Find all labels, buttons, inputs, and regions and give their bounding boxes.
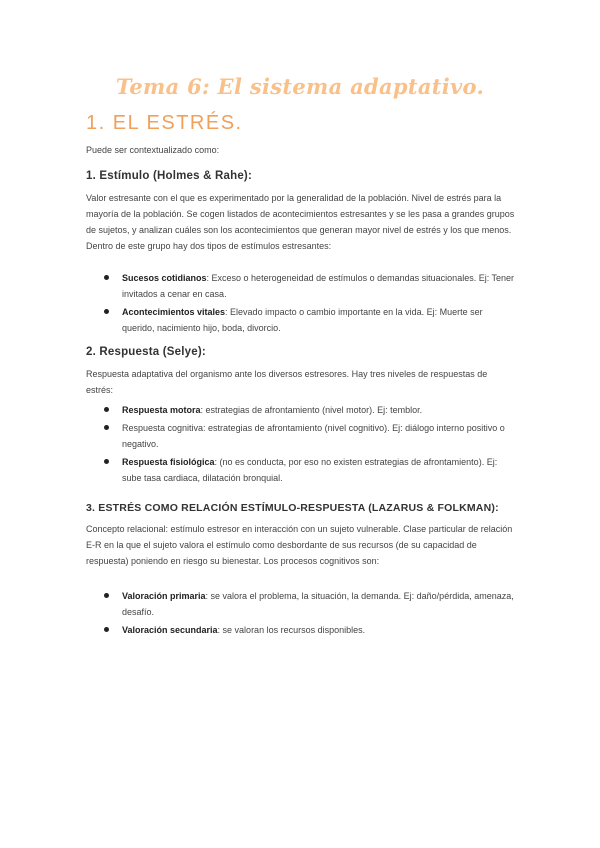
- subheading-estimulo: 1. Estímulo (Holmes & Rahe):: [86, 170, 252, 182]
- bullet-icon: [104, 407, 109, 412]
- list-item: Sucesos cotidianos: Exceso o heterogeneidad de estímulos o demandas situacionales. Ej: Tener invitados a cenar en casa.: [104, 270, 516, 302]
- paragraph-estimulo: Valor estresante con el que es experimentado por la generalidad de la población. Nivel de estrés para la mayoría de la población. Se cogen listados de acontecimientos estresantes y se les pasa a grandes grupos de sujetos, y analizan cuáles son los acontecimientos que generan mayor nivel de estrés y los que menos. Dentro de este grupo hay dos tipos de estímulos estresantes:: [86, 193, 515, 251]
- bullet-icon: [104, 593, 109, 598]
- bullet-icon: [104, 275, 109, 280]
- section-intro: Puede ser contextualizado como:: [86, 145, 220, 155]
- list-estimulo: [104, 270, 516, 338]
- subheading-respuesta: 2. Respuesta (Selye):: [86, 346, 206, 358]
- bullet-icon: [104, 627, 109, 632]
- bullet-icon: [104, 425, 109, 430]
- subheading-relacion: 3. ESTRÉS COMO RELACIÓN ESTÍMULO-RESPUESTA (LAZARUS & FOLKMAN):: [86, 502, 499, 514]
- bullet-icon: [104, 459, 109, 464]
- paragraph-respuesta: Respuesta adaptativa del organismo ante los diversos estresores. Hay tres niveles de respuestas de estrés:: [86, 369, 488, 395]
- list-item: Acontecimientos vitales: Elevado impacto o cambio importante en la vida. Ej: Muerte ser querido, nacimiento hijo, boda, divorcio.: [104, 304, 516, 336]
- section-heading-estres: 1. EL ESTRÉS.: [86, 112, 243, 134]
- list-respuesta: [104, 402, 516, 488]
- list-item: Valoración primaria: se valora el problema, la situación, la demanda. Ej: daño/pérdida, amenaza, desafío.: [104, 588, 516, 620]
- list-item: Respuesta motora: estrategias de afrontamiento (nivel motor). Ej: temblor.: [104, 402, 516, 418]
- list-relacion: [104, 588, 516, 640]
- list-item: Respuesta fisiológica: (no es conducta, por eso no existen estrategias de afrontamiento). Ej: sube tasa cardiaca, dilatación bronquial.: [104, 454, 516, 486]
- document-title: Tema 6: El sistema adaptativo.: [115, 74, 485, 99]
- bullet-icon: [104, 309, 109, 314]
- list-item: Valoración secundaria: se valoran los recursos disponibles.: [104, 622, 516, 638]
- list-item: Respuesta cognitiva: estrategias de afrontamiento (nivel cognitivo). Ej: diálogo interno positivo o negativo.: [104, 420, 516, 452]
- paragraph-relacion: Concepto relacional: estímulo estresor en interacción con un sujeto vulnerable. Clase particular de relación E-R en la que el sujeto valora el estímulo como desbordante de sus recursos (de su capacidad de respuesta) poniendo en riesgo su bienestar. Los procesos cognitivos son:: [86, 524, 513, 566]
